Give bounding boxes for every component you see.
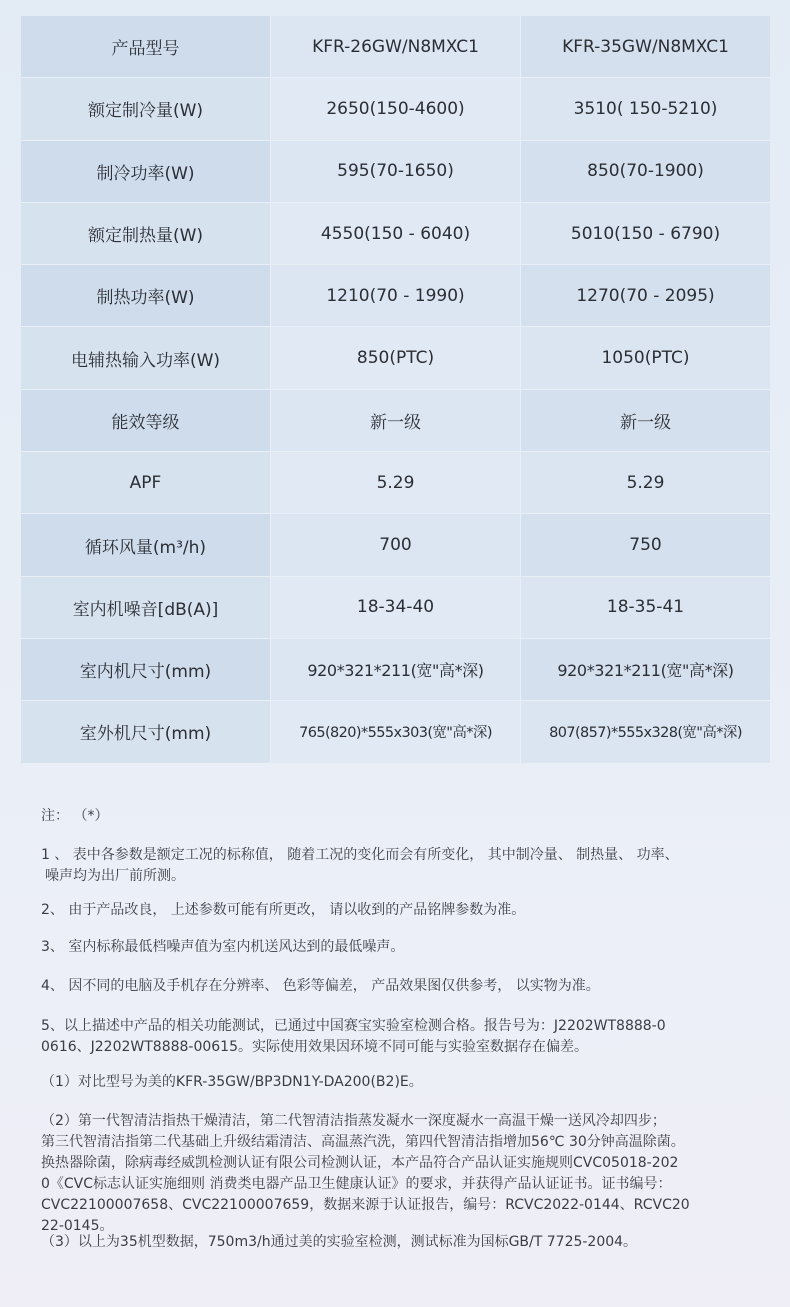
table-row <box>21 327 770 389</box>
note-line: 噪声均为出厂前所测。 <box>45 868 185 884</box>
row-label: 产品型号 <box>21 16 270 77</box>
model-2-value: 3510( 150-5210) <box>520 78 770 139</box>
row-label: 循环风量(m³/h) <box>21 514 270 575</box>
notes-heading: 注： （*） <box>41 808 109 824</box>
table-row <box>21 265 770 327</box>
row-label: 额定制冷量(W) <box>21 78 270 139</box>
model-2-value: 750 <box>520 514 770 575</box>
model-2-value: 1050(PTC) <box>520 327 770 388</box>
table-row <box>21 577 770 639</box>
note-2: 2、 由于产品改良， 上述参数可能有所更改， 请以收到的产品铭牌参数为准。 <box>41 902 526 918</box>
table-row <box>21 452 770 514</box>
model-1-value: 850(PTC) <box>270 327 520 388</box>
table-row <box>21 16 770 78</box>
note-line: 22-0145。 <box>41 1218 114 1234</box>
row-label: 室内机尺寸(mm) <box>21 639 270 700</box>
row-label: 能效等级 <box>21 390 270 451</box>
table-row <box>21 78 770 140</box>
model-1-value: 5.29 <box>270 452 520 513</box>
spec-table <box>21 16 770 764</box>
table-row <box>21 203 770 265</box>
note-5-1: （1）对比型号为美的KFR-35GW/BP3DN1Y-DA200(B2)E。 <box>41 1074 423 1090</box>
note-5-2 <box>41 1111 771 1237</box>
row-label: APF <box>21 452 270 513</box>
model-1-value: 920*321*211(宽"高*深) <box>270 639 520 700</box>
model-1-value: 2650(150-4600) <box>270 78 520 139</box>
model-2-value: 新一级 <box>520 390 770 451</box>
model-1-value: 新一级 <box>270 390 520 451</box>
note-line: CVC22100007658、CVC22100007659，数据来源于认证报告，编号：RCVC2022-0144、RCVC20 <box>41 1197 690 1213</box>
model-2-value: 850(70-1900) <box>520 141 770 202</box>
row-label: 室内机噪音[dB(A)] <box>21 577 270 638</box>
table-row <box>21 514 770 576</box>
table-row <box>21 701 770 763</box>
model-2-value: 1270(70 - 2095) <box>520 265 770 326</box>
table-row <box>21 141 770 203</box>
row-label: 额定制热量(W) <box>21 203 270 264</box>
model-1-value: 765(820)*555x303(宽"高*深) <box>270 701 520 762</box>
model-1-value: KFR-26GW/N8MXC1 <box>270 16 520 77</box>
table-row <box>21 639 770 701</box>
note-5-3: （3）以上为35机型数据，750m3/h通过美的实验室检测，测试标准为国标GB/T 7725-2004。 <box>41 1234 638 1250</box>
note-4: 4、 因不同的电脑及手机存在分辨率、 色彩等偏差， 产品效果图仅供参考， 以实物为准。 <box>41 978 600 994</box>
model-2-value: 5010(150 - 6790) <box>520 203 770 264</box>
note-3: 3、 室内标称最低档噪声值为室内机送风达到的最低噪声。 <box>41 939 405 955</box>
model-2-value: 18-35-41 <box>520 577 770 638</box>
model-2-value: 920*321*211(宽"高*深) <box>520 639 770 700</box>
row-label: 制热功率(W) <box>21 265 270 326</box>
model-2-value: 807(857)*555x328(宽"高*深) <box>520 701 770 762</box>
note-5 <box>41 1016 771 1058</box>
note-line: 0616、J2202WT8888-00615。实际使用效果因环境不同可能与实验室数据存在偏差。 <box>41 1039 588 1055</box>
row-label: 电辅热输入功率(W) <box>21 327 270 388</box>
model-2-value: KFR-35GW/N8MXC1 <box>520 16 770 77</box>
model-1-value: 18-34-40 <box>270 577 520 638</box>
note-line: 0《CVC标志认证实施细则 消费类电器产品卫生健康认证》的要求，并获得产品认证证书。证书编号： <box>41 1176 672 1192</box>
note-line: 第三代智清洁指第二代基础上升级结霜清洁、高温蒸汽洗，第四代智清洁指增加56℃ 30分钟高温除菌。 <box>41 1134 685 1150</box>
note-line: 5、以上描述中产品的相关功能测试，已通过中国赛宝实验室检测合格。报告号为：J2202WT8888-0 <box>41 1018 666 1034</box>
note-1 <box>41 845 771 887</box>
row-label: 室外机尺寸(mm) <box>21 701 270 762</box>
row-label: 制冷功率(W) <box>21 141 270 202</box>
note-line: （2）第一代智清洁指热干燥清洁，第二代智清洁指蒸发凝水一深度凝水一高温干燥一送风冷却四步； <box>41 1113 666 1129</box>
model-2-value: 5.29 <box>520 452 770 513</box>
model-1-value: 4550(150 - 6040) <box>270 203 520 264</box>
model-1-value: 595(70-1650) <box>270 141 520 202</box>
note-line: 1 、 表中各参数是额定工况的标称值， 随着工况的变化而会有所变化， 其中制冷量、 制热量、 功率、 <box>41 847 679 863</box>
table-row <box>21 390 770 452</box>
note-line: 换热器除菌，除病毒经威凯检测认证有限公司检测认证，本产品符合产品认证实施规则CVC05018-202 <box>41 1155 679 1171</box>
model-1-value: 700 <box>270 514 520 575</box>
model-1-value: 1210(70 - 1990) <box>270 265 520 326</box>
